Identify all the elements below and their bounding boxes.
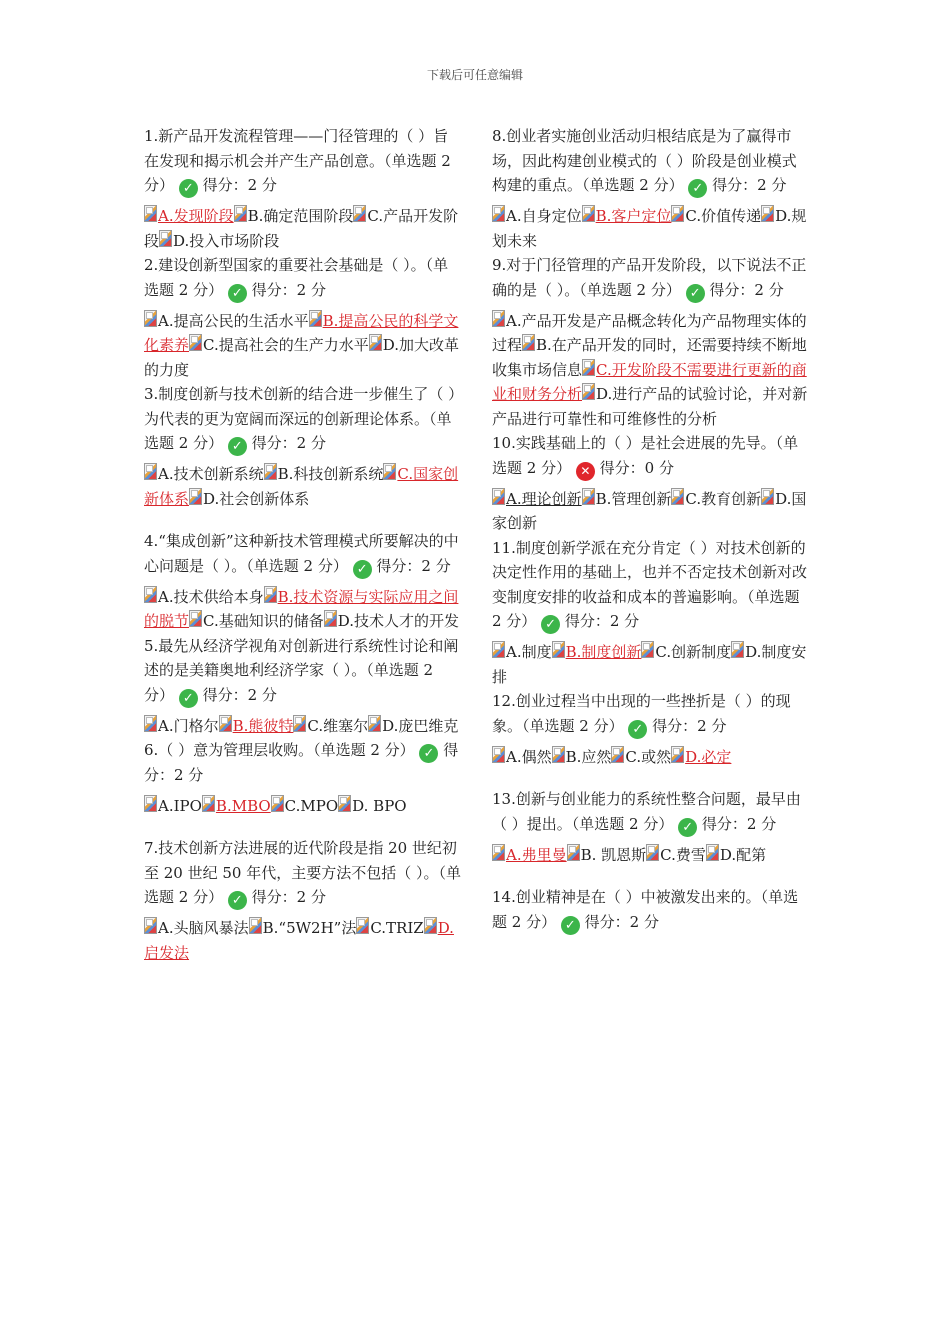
broken-image-icon bbox=[522, 334, 535, 351]
broken-image-icon bbox=[369, 334, 382, 351]
option-b[interactable]: B.提高公民的科学文化素养 bbox=[144, 311, 459, 354]
option-b[interactable]: B.应然 bbox=[565, 747, 612, 766]
question-stem: 1.新产品开发流程管理——门径管理的（ ）旨在发现和揭示机会并产生产品创意。（单选题 2 分） bbox=[144, 127, 451, 194]
broken-image-icon bbox=[264, 463, 277, 480]
option-b[interactable]: B.确定范围阶段 bbox=[247, 207, 354, 225]
check-circle-icon: ✓ bbox=[541, 615, 560, 634]
question-10 bbox=[492, 431, 810, 536]
option-a[interactable]: A.发现阶段 bbox=[158, 207, 234, 225]
question-stem: 11.制度创新学派在充分肯定（ ）对技术创新的决定性作用的基础上，也并不否定技术创新对改变制度安排的收益和成本的普遍影响。（单选题 2 分） bbox=[492, 538, 808, 630]
broken-image-icon bbox=[264, 586, 277, 603]
option-c[interactable]: C.价值传递 bbox=[685, 207, 762, 225]
option-c[interactable]: C.提高社会的生产力水平 bbox=[203, 336, 369, 354]
check-circle-icon: ✓ bbox=[561, 916, 580, 935]
broken-image-icon bbox=[383, 463, 396, 480]
broken-image-icon bbox=[353, 205, 366, 222]
check-circle-icon: ✓ bbox=[179, 689, 198, 708]
broken-image-icon bbox=[582, 359, 595, 376]
broken-image-icon bbox=[492, 205, 505, 222]
option-d[interactable]: D. BPO bbox=[352, 796, 407, 815]
question-score: 得分：2 分 bbox=[584, 912, 659, 931]
question-stem: 2.建设创新型国家的重要社会基础是（ ）。（单选题 2 分） bbox=[144, 256, 449, 299]
left-column bbox=[144, 124, 462, 965]
question-score: 得分：2 分 bbox=[652, 716, 727, 735]
option-c[interactable]: C.费雪 bbox=[660, 845, 706, 864]
broken-image-icon bbox=[309, 310, 322, 327]
broken-image-icon bbox=[646, 844, 659, 861]
question-score: 得分：2 分 bbox=[251, 888, 326, 906]
question-stem: 13.创新与创业能力的系统性整合问题，最早由（ ）提出。（单选题 2 分） bbox=[492, 790, 801, 833]
option-c[interactable]: C.或然 bbox=[625, 747, 672, 766]
question-score: 得分：2 分 bbox=[251, 434, 326, 452]
question-stem: 5.最先从经济学视角对创新进行系统性讨论和阐述的是美籍奥地利经济学家（ ）。（单选题 2 分） bbox=[144, 636, 459, 704]
broken-image-icon bbox=[492, 310, 505, 327]
broken-image-icon bbox=[159, 230, 172, 247]
question-score: 得分：2 分 bbox=[376, 556, 451, 575]
option-d[interactable]: D.启发法 bbox=[144, 919, 454, 962]
option-c[interactable]: C.教育创新 bbox=[685, 489, 762, 508]
question-6 bbox=[144, 738, 462, 818]
question-13 bbox=[492, 787, 810, 867]
broken-image-icon bbox=[234, 205, 247, 222]
broken-image-icon bbox=[424, 917, 437, 934]
broken-image-icon bbox=[144, 205, 157, 222]
question-stem: 6.（ ）意为管理层收购。（单选题 2 分） bbox=[144, 741, 415, 759]
option-b[interactable]: B.熊彼特 bbox=[232, 716, 294, 735]
question-3 bbox=[144, 382, 462, 511]
broken-image-icon bbox=[144, 310, 157, 327]
option-a[interactable]: A.提高公民的生活水平 bbox=[158, 311, 309, 330]
question-score: 得分：2 分 bbox=[251, 280, 326, 299]
option-c[interactable]: C.国家创新体系 bbox=[144, 465, 459, 508]
option-b[interactable]: B.管理创新 bbox=[595, 489, 672, 508]
question-score: 得分：2 分 bbox=[712, 176, 787, 194]
option-c[interactable]: C.基础知识的储备 bbox=[203, 612, 324, 630]
question-score: 得分：2 分 bbox=[564, 612, 640, 630]
option-b[interactable]: B. 凯恩斯 bbox=[580, 845, 647, 864]
option-b[interactable]: B.“5W2H”法 bbox=[262, 919, 357, 937]
broken-image-icon bbox=[552, 746, 565, 763]
question-score: 得分：2 分 bbox=[202, 685, 277, 704]
option-a[interactable]: A.偶然 bbox=[506, 747, 552, 766]
option-a[interactable]: A.门格尔 bbox=[158, 716, 219, 735]
check-circle-icon: ✓ bbox=[628, 720, 647, 739]
question-stem: 12.创业过程当中出现的一些挫折是（ ）的现象。（单选题 2 分） bbox=[492, 692, 791, 735]
broken-image-icon bbox=[492, 641, 505, 658]
option-b[interactable]: B.客户定位 bbox=[595, 207, 672, 225]
broken-image-icon bbox=[567, 844, 580, 861]
broken-image-icon bbox=[492, 844, 505, 861]
broken-image-icon bbox=[492, 488, 505, 505]
option-d[interactable]: D.配第 bbox=[719, 845, 767, 864]
option-d[interactable]: D.国家创新 bbox=[492, 489, 807, 532]
option-d[interactable]: D.投入市场阶段 bbox=[173, 231, 280, 250]
question-1 bbox=[144, 124, 462, 253]
check-circle-icon: ✓ bbox=[179, 179, 198, 198]
broken-image-icon bbox=[189, 488, 202, 505]
broken-image-icon bbox=[641, 641, 654, 658]
broken-image-icon bbox=[324, 610, 337, 627]
broken-image-icon bbox=[271, 795, 284, 812]
option-a[interactable]: A.IPO bbox=[158, 796, 202, 815]
broken-image-icon bbox=[671, 746, 684, 763]
question-7 bbox=[144, 836, 462, 965]
broken-image-icon bbox=[552, 641, 565, 658]
broken-image-icon bbox=[202, 795, 215, 812]
cross-circle-icon: ✕ bbox=[576, 462, 595, 481]
question-11 bbox=[492, 536, 810, 690]
broken-image-icon bbox=[582, 205, 595, 222]
broken-image-icon bbox=[249, 917, 262, 934]
option-c[interactable]: C.产品开发阶段 bbox=[144, 207, 459, 250]
option-d[interactable]: D.规划未来 bbox=[492, 207, 807, 250]
check-circle-icon: ✓ bbox=[228, 437, 247, 456]
question-2 bbox=[144, 253, 462, 382]
option-c[interactable]: C.MPO bbox=[284, 796, 339, 815]
question-12 bbox=[492, 689, 810, 769]
check-circle-icon: ✓ bbox=[353, 560, 372, 579]
broken-image-icon bbox=[356, 917, 369, 934]
question-score: 得分：0 分 bbox=[599, 458, 674, 477]
question-stem: 3.制度创新与技术创新的结合进一步催生了（ ）为代表的更为宽阔而深远的创新理论体系。（单选题 2 分） bbox=[144, 385, 456, 452]
option-a[interactable]: A.制度 bbox=[506, 643, 552, 661]
broken-image-icon bbox=[582, 383, 595, 400]
question-9 bbox=[492, 253, 810, 431]
option-d[interactable]: D.庞巴维克 bbox=[382, 716, 459, 735]
question-score: 得分：2 分 bbox=[202, 176, 277, 194]
option-c[interactable]: C.创新制度 bbox=[655, 643, 732, 661]
broken-image-icon bbox=[761, 205, 774, 222]
broken-image-icon bbox=[706, 844, 719, 861]
option-a[interactable]: A.产品开发是产品概念转化为产品物理实体的过程 bbox=[492, 311, 807, 354]
check-circle-icon: ✓ bbox=[678, 818, 697, 837]
option-d[interactable]: D.加大改革的力度 bbox=[144, 336, 459, 379]
option-c[interactable]: C.TRIZ bbox=[370, 919, 424, 937]
option-a[interactable]: A.弗里曼 bbox=[506, 845, 567, 864]
option-b[interactable]: B.在产品开发的同时，还需要持续不断地收集市场信息 bbox=[492, 336, 807, 379]
question-5 bbox=[144, 634, 462, 739]
check-circle-icon: ✓ bbox=[419, 744, 438, 763]
check-circle-icon: ✓ bbox=[228, 891, 247, 910]
broken-image-icon bbox=[189, 334, 202, 351]
broken-image-icon bbox=[671, 488, 684, 505]
broken-image-icon bbox=[731, 641, 744, 658]
option-d[interactable]: D.技术人才的开发 bbox=[337, 612, 459, 630]
question-8 bbox=[492, 124, 810, 253]
broken-image-icon bbox=[492, 746, 505, 763]
option-c[interactable]: C.维塞尔 bbox=[307, 716, 369, 735]
option-b[interactable]: B.科技创新系统 bbox=[277, 465, 384, 483]
question-stem: 4.“集成创新”这种新技术管理模式所要解决的中心问题是（ ）。（单选题 2 分） bbox=[144, 532, 459, 575]
question-stem: 10.实践基础上的（ ）是社会进展的先导。（单选题 2 分） bbox=[492, 434, 799, 477]
option-a[interactable]: A.头脑风暴法 bbox=[158, 919, 249, 937]
option-b[interactable]: B.技术资源与实际应用之间的脱节 bbox=[144, 587, 459, 630]
broken-image-icon bbox=[671, 205, 684, 222]
page-header: 下载后可任意编辑 bbox=[426, 68, 523, 82]
broken-image-icon bbox=[338, 795, 351, 812]
option-b[interactable]: B.MBO bbox=[215, 796, 271, 815]
broken-image-icon bbox=[144, 463, 157, 480]
question-score: 得分：2 分 bbox=[144, 741, 459, 784]
option-a[interactable]: A.技术创新系统 bbox=[158, 465, 264, 483]
check-circle-icon: ✓ bbox=[686, 284, 705, 303]
broken-image-icon bbox=[144, 917, 157, 934]
option-b[interactable]: B.制度创新 bbox=[565, 643, 642, 661]
option-d[interactable]: D.制度安排 bbox=[492, 643, 807, 686]
question-stem: 14.创业精神是在（ ）中被激发出来的。（单选题 2 分） bbox=[492, 888, 799, 931]
question-14 bbox=[492, 885, 810, 935]
check-circle-icon: ✓ bbox=[688, 179, 707, 198]
question-score: 得分：2 分 bbox=[709, 280, 784, 299]
broken-image-icon bbox=[293, 715, 306, 732]
broken-image-icon bbox=[144, 715, 157, 732]
option-c[interactable]: C.开发阶段不需要进行更新的商业和财务分析 bbox=[492, 360, 807, 403]
question-stem: 9.对于门径管理的产品开发阶段，以下说法不正确的是（ ）。（单选题 2 分） bbox=[492, 256, 807, 299]
option-a[interactable]: A.自身定位 bbox=[506, 207, 582, 225]
question-4 bbox=[144, 529, 462, 634]
option-a[interactable]: A.技术供给本身 bbox=[158, 587, 264, 606]
broken-image-icon bbox=[582, 488, 595, 505]
broken-image-icon bbox=[144, 586, 157, 603]
check-circle-icon: ✓ bbox=[228, 284, 247, 303]
option-d[interactable]: D.必定 bbox=[685, 747, 732, 766]
broken-image-icon bbox=[761, 488, 774, 505]
question-stem: 8.创业者实施创业活动归根结底是为了赢得市场，因此构建创业模式的（ ）阶段是创业模式构建的重点。（单选题 2 分） bbox=[492, 127, 797, 194]
option-d[interactable]: D.社会创新体系 bbox=[203, 489, 310, 508]
broken-image-icon bbox=[611, 746, 624, 763]
question-score: 得分：2 分 bbox=[701, 814, 777, 833]
question-stem: 7.技术创新方法进展的近代阶段是指 20 世纪初至 20 世纪 50 年代，主要方法不包括（ ）。（单选题 2 分） bbox=[144, 839, 462, 906]
broken-image-icon bbox=[144, 795, 157, 812]
option-d[interactable]: D.进行产品的试验讨论，并对新产品进行可靠性和可维修性的分析 bbox=[492, 385, 808, 428]
broken-image-icon bbox=[189, 610, 202, 627]
right-column bbox=[492, 124, 810, 935]
option-a[interactable]: A.理论创新 bbox=[506, 489, 582, 508]
broken-image-icon bbox=[219, 715, 232, 732]
broken-image-icon bbox=[368, 715, 381, 732]
